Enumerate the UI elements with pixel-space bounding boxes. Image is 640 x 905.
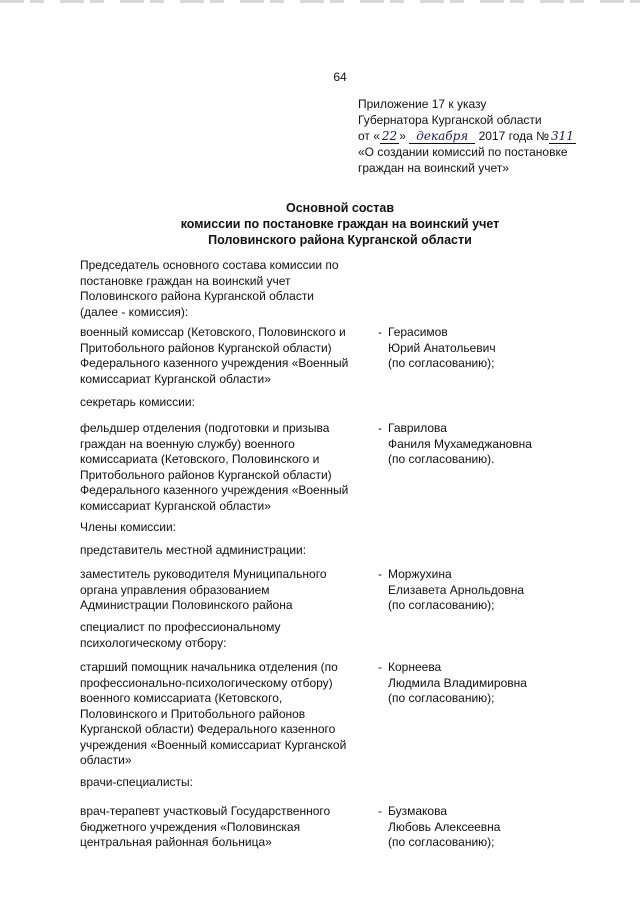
list-dash: - [378, 804, 382, 818]
text-line: врач-терапевт участковый Государственного [80, 804, 331, 818]
member-note: (по согласованию); [388, 356, 495, 370]
member-role [80, 567, 372, 614]
title-line: Половинского района Курганской области [208, 233, 472, 247]
scan-artifact-line [0, 0, 640, 3]
doctors-heading: врачи-специалисты: [80, 775, 193, 789]
text-line: учреждения «Военный комиссариат Курганской [80, 737, 347, 752]
member-name: Фаниля Мухамеджановна [388, 436, 532, 451]
member-note: (по согласованию); [388, 598, 495, 612]
member-note: (по согласованию). [388, 452, 495, 466]
date-middle: » [399, 129, 406, 143]
text-line: Курганской области) Федерального казенного [80, 722, 336, 736]
member-person [378, 804, 598, 851]
member-name: Юрий Анатольевич [388, 340, 496, 355]
member-name: Елизавета Арнольдовна [388, 582, 525, 597]
text-line: специалист по профессиональному [80, 620, 281, 634]
text-line: комиссариат Курганской области» [80, 371, 271, 386]
appendix-header [358, 96, 628, 176]
text-line: (далее - комиссия): [80, 304, 189, 319]
decree-date-line [358, 128, 628, 144]
text-line: Половинского района Курганской области [80, 289, 315, 303]
text-line: заместитель руководителя Муниципального [80, 567, 327, 581]
member-surname: Бузмакова [388, 804, 448, 818]
list-dash: - [378, 567, 382, 581]
text-line: Администрации Половинского района [80, 598, 293, 612]
title-line: Основной состав [285, 201, 395, 215]
text-line: области» [80, 753, 132, 767]
text-line: старший помощник начальника отделения (по [80, 660, 338, 674]
text-line: бюджетного учреждения «Половинская [80, 819, 301, 834]
chairman-intro [80, 258, 339, 320]
text-line: профессионально-психологическому отбору) [80, 675, 333, 690]
title-line: комиссии по постановке граждан на воинский учет [180, 217, 500, 231]
text-line: постановке граждан на воинский учет [80, 273, 291, 288]
member-role [80, 804, 372, 851]
member-surname: Моржухина [388, 567, 452, 581]
member-role [80, 660, 372, 769]
decree-title-line: «О создании комиссий по постановке [358, 145, 568, 159]
text-line: комиссариат Курганской области» [80, 498, 271, 513]
member-person [378, 567, 598, 614]
appendix-line: Губернатора Курганской области [358, 113, 542, 127]
member-surname: Корнеева [388, 660, 442, 674]
text-line: органа управления образованием [80, 582, 270, 597]
text-line: Половинского и Притобольного районов [80, 706, 306, 721]
date-prefix: от « [358, 129, 380, 143]
appendix-line: Приложение 17 к указу [358, 97, 487, 111]
text-line: центральная районная больница» [80, 835, 272, 849]
text-line: Притобольного районов Курганской области) [80, 340, 332, 355]
member-surname: Герасимов [388, 325, 448, 339]
text-line: Притобольного районов Курганской области) [80, 467, 332, 482]
list-dash: - [378, 421, 382, 435]
member-note: (по согласованию); [388, 835, 495, 849]
member-person [378, 325, 598, 372]
document-title [120, 200, 560, 248]
psych-specialist-heading [80, 620, 280, 651]
member-note: (по согласованию); [388, 691, 495, 705]
member-role [80, 421, 372, 514]
text-line: военный комиссар (Кетовского, Половинского и [80, 325, 346, 339]
text-line: комиссариата (Кетовского, Половинского и [80, 452, 320, 466]
member-surname: Гаврилова [388, 421, 447, 435]
text-line: психологическому отбору: [80, 635, 227, 650]
text-line: граждан на военную службу) военного [80, 436, 295, 451]
member-person [378, 660, 598, 707]
member-role [80, 325, 372, 387]
secretary-heading: секретарь комиссии: [80, 395, 195, 409]
handwritten-number: 311 [551, 129, 574, 143]
list-dash: - [378, 660, 382, 674]
text-line: фельдшер отделения (подготовки и призыва [80, 421, 330, 435]
text-line: Федерального казенного учреждения «Военный [80, 483, 349, 497]
local-admin-heading: представитель местной администрации: [80, 543, 307, 557]
text-line: Федерального казенного учреждения «Военный [80, 356, 349, 370]
member-person [378, 421, 598, 468]
members-heading: Члены комиссии: [80, 520, 177, 534]
member-name: Людмила Владимировна [388, 675, 527, 690]
member-name: Любовь Алексеевна [388, 819, 501, 834]
handwritten-month: декабря [409, 130, 475, 144]
handwritten-day: 22 [381, 129, 398, 143]
text-line: военного комиссариата (Кетовского, [80, 691, 283, 705]
decree-title-line: граждан на воинский учет» [358, 161, 509, 175]
date-year: 2017 года № [478, 129, 550, 143]
text-line: Председатель основного состава комиссии по [80, 258, 339, 272]
page-number: 64 [333, 70, 347, 84]
list-dash: - [378, 325, 382, 339]
